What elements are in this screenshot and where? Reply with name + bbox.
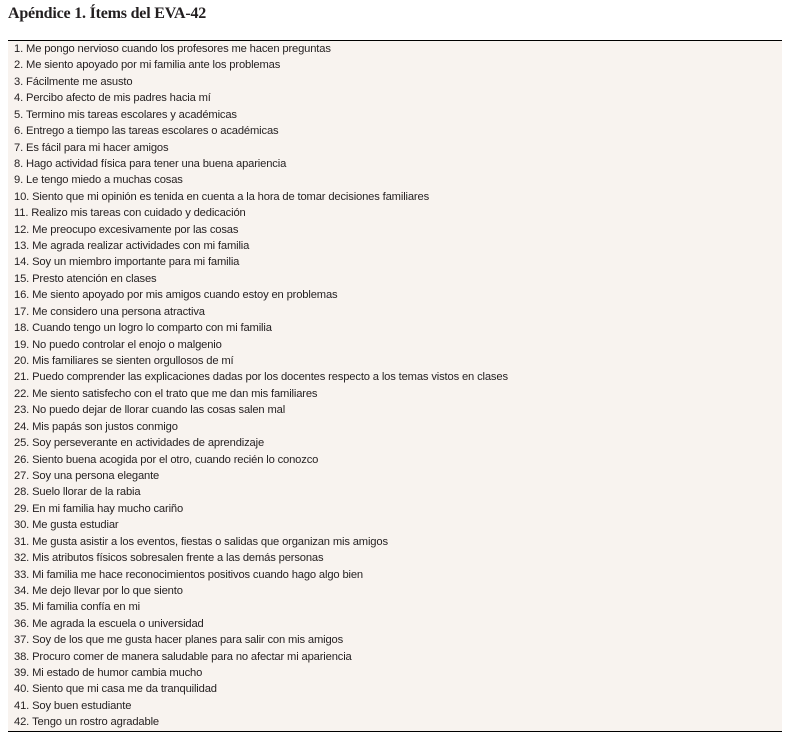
item-number: 7. (14, 141, 24, 154)
table-row (8, 41, 782, 57)
item-number: 5. (14, 108, 24, 121)
item-number: 41. (14, 699, 30, 712)
table-row (8, 320, 782, 336)
item-text: Procuro comer de manera saludable para no afectar mi apariencia (32, 650, 352, 663)
item-text: Realizo mis tareas con cuidado y dedicación (31, 207, 246, 220)
item-text: Entrego a tiempo las tareas escolares o académicas (26, 125, 279, 138)
table-row (8, 205, 782, 221)
table-row (8, 534, 782, 550)
table-row (8, 238, 782, 254)
item-text: Me considero una persona atractiva (32, 305, 205, 318)
item-number: 28. (14, 486, 30, 499)
item-text: Mis familiares se sienten orgullosos de mí (32, 355, 234, 368)
table-row (8, 140, 782, 156)
item-number: 24. (14, 420, 30, 433)
item-text: Mi familia me hace reconocimientos positivos cuando hago algo bien (32, 568, 363, 581)
item-text: Fácilmente me asusto (26, 75, 133, 88)
item-text: No puedo controlar el enojo o malgenio (32, 338, 222, 351)
item-text: Cuando tengo un logro lo comparto con mi familia (32, 322, 272, 335)
table-row (8, 468, 782, 484)
item-number: 9. (14, 174, 24, 187)
item-number: 26. (14, 453, 30, 466)
item-number: 12. (14, 223, 30, 236)
item-number: 35. (14, 601, 30, 614)
table-row (8, 90, 782, 106)
item-number: 32. (14, 552, 30, 565)
item-text: Soy perseverante en actividades de aprendizaje (32, 437, 265, 450)
item-number: 20. (14, 355, 30, 368)
item-number: 14. (14, 256, 30, 269)
table-row (8, 452, 782, 468)
table-row (8, 583, 782, 599)
item-number: 21. (14, 371, 30, 384)
item-number: 31. (14, 535, 30, 548)
item-text: Mis atributos físicos sobresalen frente a las demás personas (32, 552, 324, 565)
table-row (8, 337, 782, 353)
item-text: Me gusta asistir a los eventos, fiestas o salidas que organizan mis amigos (32, 535, 388, 548)
item-text: Puedo comprender las explicaciones dadas por los docentes respecto a los temas vistos en clases (32, 371, 508, 384)
item-text: Hago actividad física para tener una buena apariencia (26, 157, 287, 170)
table-row (8, 57, 782, 73)
table-row (8, 419, 782, 435)
item-text: Me agrada la escuela o universidad (32, 617, 204, 630)
item-number: 22. (14, 387, 30, 400)
item-number: 19. (14, 338, 30, 351)
table-row (8, 189, 782, 205)
item-number: 27. (14, 469, 30, 482)
item-number: 34. (14, 584, 30, 597)
table-row (8, 353, 782, 369)
item-text: Me preocupo excesivamente por las cosas (32, 223, 239, 236)
table-row (8, 517, 782, 533)
item-number: 6. (14, 125, 24, 138)
item-text: Me siento satisfecho con el trato que me dan mis familiares (32, 387, 318, 400)
item-text: Soy un miembro importante para mi familia (32, 256, 240, 269)
table-row (8, 665, 782, 681)
table-row (8, 304, 782, 320)
table-row (8, 616, 782, 632)
item-text: Siento que mi opinión es tenida en cuenta a la hora de tomar decisiones familiares (32, 190, 430, 203)
item-number: 15. (14, 272, 30, 285)
table-row (8, 550, 782, 566)
item-text: Me siento apoyado por mis amigos cuando estoy en problemas (32, 289, 338, 302)
table-row (8, 402, 782, 418)
table-row (8, 386, 782, 402)
item-text: Soy buen estudiante (32, 699, 132, 712)
table-row (8, 501, 782, 517)
item-number: 4. (14, 92, 24, 105)
item-text: Me dejo llevar por lo que siento (32, 584, 183, 597)
item-number: 37. (14, 634, 30, 647)
table-row (8, 222, 782, 238)
item-number: 3. (14, 75, 24, 88)
table-row (8, 123, 782, 139)
item-text: Termino mis tareas escolares y académicas (26, 108, 237, 121)
item-text: Me pongo nervioso cuando los profesores me hacen preguntas (26, 43, 331, 55)
item-text: Me gusta estudiar (32, 519, 119, 532)
item-number: 11. (14, 207, 29, 220)
item-number: 29. (14, 502, 30, 515)
item-text: Es fácil para mi hacer amigos (26, 141, 169, 154)
item-number: 39. (14, 667, 30, 680)
table-row (8, 632, 782, 648)
table-row (8, 369, 782, 385)
table-row (8, 484, 782, 500)
item-number: 10. (14, 190, 30, 203)
appendix-title: Apéndice 1. Ítems del EVA-42 (8, 5, 207, 22)
item-number: 25. (14, 437, 30, 450)
item-number: 2. (14, 59, 24, 72)
item-text: Tengo un rostro agradable (32, 716, 159, 729)
table-row (8, 681, 782, 697)
item-text: Siento que mi casa me da tranquilidad (32, 683, 217, 696)
item-number: 18. (14, 322, 30, 335)
item-number: 16. (14, 289, 30, 302)
item-number: 38. (14, 650, 30, 663)
item-text: Soy una persona elegante (32, 469, 160, 482)
item-number: 42. (14, 716, 30, 729)
table-row (8, 254, 782, 270)
table-row (8, 435, 782, 451)
item-text: Mi estado de humor cambia mucho (32, 667, 203, 680)
table-row (8, 599, 782, 615)
item-text: Suelo llorar de la rabia (32, 486, 141, 499)
item-number: 17. (14, 305, 30, 318)
table-row (8, 287, 782, 303)
table-row (8, 567, 782, 583)
table-row (8, 698, 782, 714)
item-number: 33. (14, 568, 30, 581)
item-number: 23. (14, 404, 30, 417)
item-text: Mis papás son justos conmigo (32, 420, 178, 433)
item-number: 8. (14, 157, 24, 170)
item-text: Presto atención en clases (32, 272, 157, 285)
item-text: Me siento apoyado por mi familia ante los problemas (26, 59, 281, 72)
table-row (8, 107, 782, 123)
table-row (8, 74, 782, 90)
item-number: 40. (14, 683, 30, 696)
item-text: Soy de los que me gusta hacer planes para salir con mis amigos (32, 634, 344, 647)
table-row (8, 172, 782, 188)
item-text: Me agrada realizar actividades con mi familia (32, 240, 250, 253)
item-text: En mi familia hay mucho cariño (32, 502, 184, 515)
item-text: Le tengo miedo a muchas cosas (26, 174, 183, 187)
item-number: 30. (14, 519, 30, 532)
item-text: No puedo dejar de llorar cuando las cosas salen mal (32, 404, 286, 417)
item-number: 13. (14, 240, 30, 253)
table-row (8, 156, 782, 172)
items-table (8, 40, 782, 732)
item-text: Percibo afecto de mis padres hacia mí (26, 92, 211, 105)
item-number: 36. (14, 617, 30, 630)
table-row (8, 271, 782, 287)
item-text: Siento buena acogida por el otro, cuando recién lo conozco (32, 453, 319, 466)
item-text: Mi familia confía en mi (32, 601, 140, 614)
table-row (8, 649, 782, 665)
item-number: 1. (14, 43, 24, 55)
table-row (8, 714, 782, 730)
